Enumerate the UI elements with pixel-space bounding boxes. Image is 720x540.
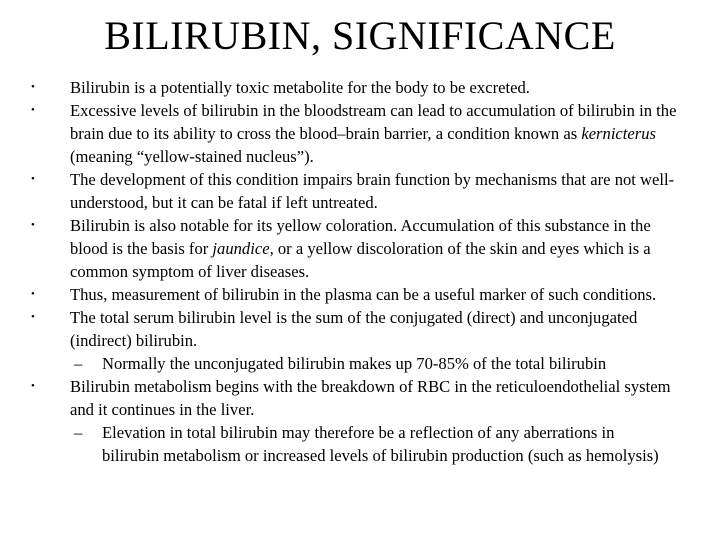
bullet-icon: • (31, 173, 35, 185)
bullet-text-part: Bilirubin is also notable for its yellow coloration. Accumulation of this substance in the blood is the basis for (70, 216, 651, 258)
bullet-text-part: (meaning “yellow-stained nucleus”). (70, 147, 314, 166)
list-item (0, 168, 720, 214)
bullet-icon: • (31, 288, 35, 300)
bullet-text (70, 99, 690, 168)
bullet-icon: • (31, 219, 35, 231)
bullet-text (70, 214, 690, 283)
list-item (0, 99, 720, 168)
dash-icon: – (74, 423, 83, 442)
slide-title: BILIRUBIN, SIGNIFICANCE (104, 13, 616, 58)
sub-bullet-text: Elevation in total bilirubin may therefore be a reflection of any aberrations in bilirubin metabolism or increased levels of bilirubin production (such as hemolysis) (102, 423, 659, 465)
list-item (0, 375, 720, 421)
dash-icon: – (74, 354, 83, 373)
sub-list-item (0, 421, 720, 467)
sub-bullet-text: Normally the unconjugated bilirubin makes up 70-85% of the total bilirubin (102, 354, 607, 373)
bullet-text-part: Excessive levels of bilirubin in the bloodstream can lead to accumulation of bilirubin in the brain due to its ability to cross the blood–brain barrier, a condition known as (70, 101, 677, 143)
bullet-icon: • (31, 311, 35, 323)
list-item (0, 76, 720, 99)
bullet-text: Bilirubin is a potentially toxic metabolite for the body to be excreted. (70, 78, 530, 97)
bullet-icon: • (31, 81, 35, 93)
bullet-icon: • (31, 104, 35, 116)
bullet-text: The total serum bilirubin level is the sum of the conjugated (direct) and unconjugated (indirect) bilirubin. (70, 308, 638, 350)
list-item (0, 214, 720, 283)
bullet-icon: • (31, 380, 35, 392)
bullet-text: The development of this condition impairs brain function by mechanisms that are not well-understood, but it can be fatal if left untreated. (70, 170, 675, 212)
bullet-text: Bilirubin metabolism begins with the breakdown of RBC in the reticuloendothelial system and it continues in the liver. (70, 377, 671, 419)
bullet-text: Thus, measurement of bilirubin in the plasma can be a useful marker of such conditions. (70, 285, 657, 304)
sub-list-item (0, 352, 720, 375)
bullet-text-part: , or a yellow discoloration of the skin and eyes which is a common symptom of liver diseases. (70, 239, 651, 281)
list-item (0, 283, 720, 306)
term-kernicterus: kernicterus (581, 124, 656, 143)
term-jaundice: jaundice (212, 239, 270, 258)
list-item (0, 306, 720, 352)
bullet-list (0, 76, 720, 467)
